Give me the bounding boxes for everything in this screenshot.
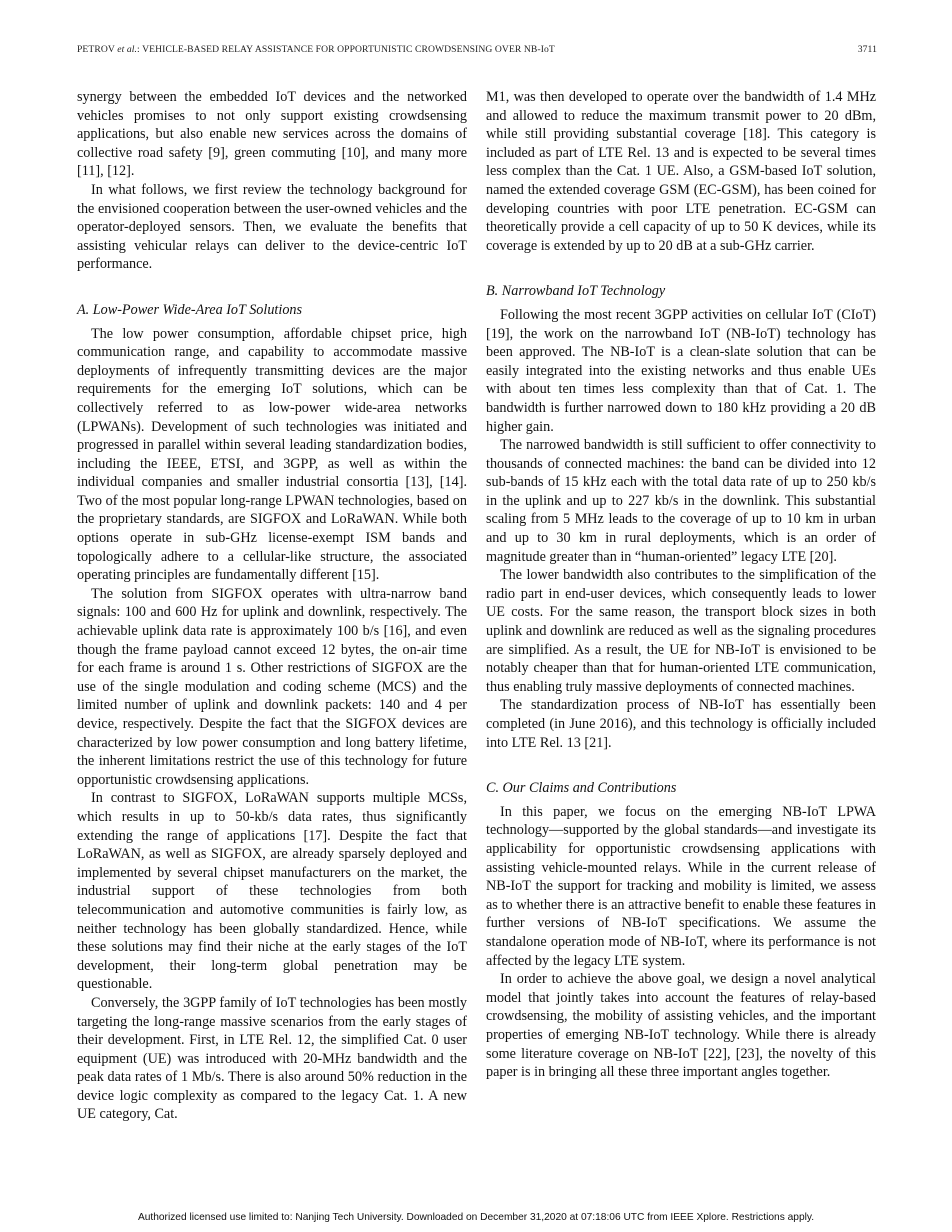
right-column: [486, 88, 876, 1082]
running-title: [77, 44, 555, 55]
paragraph-sigfox: The solution from SIGFOX operates with ultra-narrow band signals: 100 and 600 Hz for uplink and downlink, respectively. The achievable uplink data rate is approximately 100 b/s [16], and even though the frame payload cannot exceed 12 bytes, the on-air time for each frame is around 1 s. Other restrictions of SIGFOX are the use of the single modulation and coding scheme (MCS) and the limited number of uplink and downlink packets: 140 and 4 per device, respectively. Despite the fact that the SIGFOX devices are characterized by low power consumption and long battery lifetime, the inherent limitations restrict the use of this technology for future opportunistic crowdsensing applications.: [77, 585, 467, 788]
section-a-heading: A. Low-Power Wide-Area IoT Solutions: [77, 301, 303, 318]
paragraph-nb-iot-approval: Following the most recent 3GPP activities on cellular IoT (CIoT) [19], the work on the narrowband IoT (NB-IoT) technology has been approved. The NB-IoT is a clean-slate solution that can be easily integrated into the existing networks and thus enable UEs with about ten times less complexity than that of Cat. 1. The bandwidth is further narrowed down to 180 kHz providing a 20 dB higher gain.: [486, 306, 876, 435]
paragraph-lorawan: In contrast to SIGFOX, LoRaWAN supports multiple MCSs, which results in up to 50-kb/s data rates, thus significantly extending the range of applications [17]. Despite the fact that LoRaWAN, as well as SIGFOX, are already sparsely deployed and implemented by several chipset manufacturers on the market, the industrial support of these technologies from both telecommunication and automotive communities is fairly low, as neither technology has been globally standardized. Hence, while these solutions may find their niche at the early stages of the IoT development, their long-term global penetration may be questionable.: [77, 790, 467, 993]
paragraph-lpwan-requirements: The low power consumption, affordable chipset price, high communication range, and capability to accommodate massive deployments of infrequently transmitting devices are the major requirements for the emerging IoT solutions, which can be collectively referred to as low-power wide-area networks (LPWANs). Development of such technologies was initiated and progressed in parallel within several leading standardization bodies, including the IEEE, ETSI, and 3GPP, as well as within the individual companies and smaller industrial consortia [13], [14]. Two of the most popular long-range LPWAN technologies, based on the proprietary standards, are SIGFOX and LoRaWAN. While both options operate in sub-GHz license-exempt ISM bands and topologically adhere to a cellular-like structure, the associated operating principles are fundamentally different [15].: [77, 325, 467, 584]
paragraph-contributions: In order to achieve the above goal, we design a novel analytical model that jointly takes into account the features of relay-based crowdsensing, the mobility of assisting vehicles, and the important properties of emerging NB-IoT technology. While there is already some literature coverage on NB-IoT [22], [23], the novelty of this paper is in bringing all these three important angles together.: [486, 971, 876, 1081]
paragraph-3gpp-family: Conversely, the 3GPP family of IoT technologies has been mostly targeting the long-range massive scenarios from the early stages of their development. First, in LTE Rel. 12, the simplified Cat. 0 user equipment (UE) was introduced with 20-MHz bandwidth and the peak data rates of 1 Mb/s. There is also around 50% reduction in the device logic complexity as compared to the legacy Cat. 1. A new UE category, Cat.: [77, 994, 467, 1123]
running-paper-title: : VEHICLE-BASED RELAY ASSISTANCE FOR OPPORTUNISTIC CROWDSENSING OVER NB-IoT: [137, 44, 555, 55]
paragraph-claims: In this paper, we focus on the emerging NB-IoT LPWA technology—supported by the global standards—and investigate its applicability for opportunistic crowdsensing applications with assisting vehicle-mounted relays. While in the current release of NB-IoT the support for tracking and mobility is limited, we assess as to whether there is an attractive benefit to enable these features in further versions of NB-IoT specifications. We assume the standalone operation mode of NB-IoT, where its performance is not affected by the legacy LTE system.: [486, 803, 876, 969]
running-authors: PETROV: [77, 44, 115, 55]
license-footer: Authorized licensed use limited to: Nanjing Tech University. Downloaded on December 31,2020 at 07:18:06 UTC from IEEE Xplore. Restrictions apply.: [137, 1212, 815, 1223]
paragraph-standardization: The standardization process of NB-IoT has essentially been completed (in June 2016), and this technology is officially included into LTE Rel. 13 [21].: [486, 697, 876, 751]
paragraph-intro-outline: In what follows, we first review the technology background for the envisioned cooperation between the user-owned vehicles and the operator-deployed sensors. Then, we evaluate the benefits that assisting vehicular relays can deliver to the device-centric IoT performance.: [77, 181, 467, 273]
paragraph-cat-m1-continued: M1, was then developed to operate over the bandwidth of 1.4 MHz and allowed to reduce the maximum transmit power to 20 dBm, while still providing substantial coverage [18]. This category is included as part of LTE Rel. 13 and is expected to be several times less complex than the Cat. 1 UE. Also, a GSM-based IoT solution, named the extended coverage GSM (EC-GSM), has been coined for developing countries with poor LTE penetration. EC-GSM can theoretically provide a cell capacity of up to 50 K devices, while its coverage is extended by up to 20 dB at a sub-GHz carrier.: [486, 89, 876, 254]
paragraph-intro-continued: synergy between the embedded IoT devices and the networked vehicles promises to not only support existing crowdsensing applications, but also enable new services across the domains of collective road safety [9], green commuting [10], and many more [11], [12].: [77, 89, 467, 180]
page-number: 3711: [857, 44, 877, 55]
paragraph-lower-bandwidth: The lower bandwidth also contributes to the simplification of the radio part in end-user devices, which consequently leads to lower UE costs. For the same reason, the transport block sizes in both uplink and downlink are reduced as well as the signaling procedures are simplified. As a result, the UE for NB-IoT is envisioned to be notably cheaper than that for human-oriented LTE communication, thus enabling truly massive deployments of connected machines.: [486, 567, 876, 695]
section-c-heading: C. Our Claims and Contributions: [486, 780, 677, 797]
paragraph-narrowed-bandwidth: The narrowed bandwidth is still sufficient to offer connectivity to thousands of connected machines: the band can be divided into 12 sub-bands of 15 kHz each with the total data rate of up to 250 kb/s in the uplink and up to 227 kb/s in the downlink. This substantial scaling from 5 MHz leads to the coverage of up to 10 km in urban and up to 30 km in rural deployments, which is an order of magnitude greater than in “human-oriented” legacy LTE [20].: [486, 437, 876, 565]
running-etal: et al.: [117, 44, 138, 55]
section-b-heading: B. Narrowband IoT Technology: [486, 283, 666, 300]
left-column: [77, 88, 467, 1124]
